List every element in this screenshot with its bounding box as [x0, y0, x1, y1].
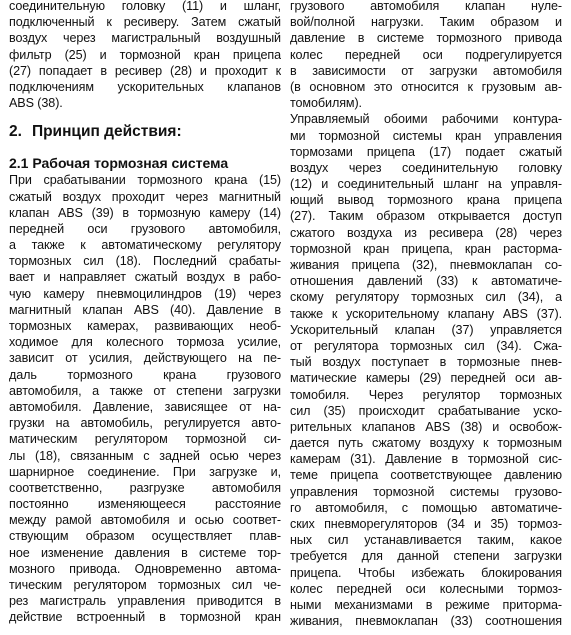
text-line: ходимое для колесного тормоза усилие,: [9, 335, 281, 350]
text-line: дается путь сжатому воздуху к тормозным: [290, 436, 562, 451]
text-line: Ускорительный клапан (37) управляется: [290, 322, 562, 337]
text-line: автомобиля, а также от степени загрузки: [9, 383, 281, 398]
text-line: теме прицепа соответствующее давлению: [290, 468, 562, 483]
text-line: воздух через магистральный воздушный: [9, 31, 281, 46]
right-column: [290, 0, 562, 629]
text-line: также к ускорительному клапану ABS (37).: [290, 306, 562, 321]
text-line: томобилям).: [290, 96, 362, 111]
text-line: в зависимости от загрузки автомобиля: [290, 63, 562, 78]
text-line: лы (18), связанным с задней осью через: [9, 448, 281, 463]
text-line: передней оси грузового автомобиля,: [9, 221, 281, 236]
text-line: автомобиля. Давление, зависящее от на-: [9, 399, 281, 414]
text-line: ми тормозной системы кран управления: [290, 128, 562, 143]
text-line: (27) попадает в ресивер (28) и проходит к: [9, 63, 281, 78]
text-line: живания, пневмоклапан (33) соотношения: [290, 614, 562, 629]
text-line: даль тормозного крана грузового: [9, 367, 281, 382]
text-line: подключенный к ресиверу. Затем сжатый: [9, 15, 281, 30]
text-line: тормозных сил (18). Последний срабаты-: [9, 254, 281, 269]
text-line: магнитный клапан ABS (40). Давление в: [9, 302, 281, 317]
text-line: тормозной кран прицепа, кран расторма-: [290, 241, 562, 256]
text-line: колес передней оси колесными тормоз-: [290, 581, 562, 596]
text-line: живания прицепа (32), пневмоклапан со-: [290, 258, 562, 272]
text-line: зависит от усилия, действующего на пе-: [9, 351, 281, 366]
text-line: (27). Таким образом открывается доступ: [290, 209, 562, 224]
text-line: го автомобиля, с помощью автоматиче-: [290, 500, 562, 515]
text-line: чую камеру пневмоцилиндров (19) через: [9, 286, 281, 301]
text-line: тормозных камерах, развивающих необ-: [9, 319, 281, 333]
text-line: Управляемый обоими рабочими контура-: [290, 112, 562, 127]
text-line: тическим регулятором тормозных сил че-: [9, 578, 281, 592]
text-line: требуется для данной степени загрузки: [290, 549, 562, 564]
text-line: отношения давлений (33) к автоматиче-: [290, 274, 562, 289]
intro-paragraph: [9, 0, 281, 111]
text-line: ными механизмами в режиме притормa-: [290, 597, 562, 612]
subsection-heading: 2.1 Рабочая тормозная система: [9, 155, 229, 172]
text-line: клапан ABS (39) в тормозную камеру (14): [9, 205, 281, 220]
text-line: действие встроенный в тормозной кран: [9, 610, 281, 625]
text-line: прицепа. Чтобы избежать блокирования: [290, 565, 562, 580]
text-line: грузки на автомобиль, регулируется авто-: [9, 416, 281, 431]
text-line: (12) и соединительный шланг на управля-: [290, 177, 562, 192]
text-line: ное изменение давления в системе тор-: [9, 545, 281, 560]
text-line: камерам (31). Давление в тормозной сис-: [290, 452, 562, 467]
text-line: подключениям ускорительных клапанов: [9, 79, 281, 94]
text-line: от регулятора тормозных сил (34). Сжа-: [290, 338, 562, 353]
text-line: рез магистраль управления приводится в: [9, 594, 281, 609]
text-line: рительных клапанов ABS (38) и освобож-: [290, 419, 562, 434]
text-line: скому регулятору тормозных сил (34), а: [290, 290, 562, 305]
text-line: грузового автомобиля клапан нуле-: [290, 0, 562, 13]
text-line: соответственно, разгрузке автомобиля: [9, 480, 281, 495]
text-line: давление в системе тормозного привода: [290, 31, 562, 46]
text-line: ных сил устанавливается таким, какое: [290, 533, 562, 548]
text-line: (в основном это относится к грузовым ав-: [290, 79, 562, 94]
text-line: ских пневморегуляторов (34 и 35) тормоз-: [290, 517, 562, 531]
left-column: [9, 0, 281, 626]
text-line: колес передней оси подрегулируется: [290, 47, 562, 62]
text-line: матические камеры (29) передней оси ав-: [290, 371, 562, 386]
text-line: сжатый воздух проходит через магнитный: [9, 189, 281, 204]
text-line: вой/полной нагрузки. Таким образом и: [290, 15, 562, 30]
text-line: мозного привода. Одновременно автома-: [9, 561, 281, 576]
text-line: матическим регулятором тормозной си-: [9, 432, 281, 447]
text-line: ющий вывод тормозного крана прицепа: [290, 193, 562, 208]
text-line: тормозами прицепа (17) подает сжатый: [290, 144, 562, 159]
text-line: При срабатывании тормозного крана (15): [9, 173, 281, 188]
body-paragraph: [9, 172, 281, 625]
text-line: сил (35) происходит срабатывание уско-: [290, 403, 562, 418]
text-line: шарнирное соединение. При загрузке и,: [9, 464, 281, 479]
text-line: между рамой автомобиля и осью соответ-: [9, 513, 281, 528]
text-line: сжатого воздуха из ресивера (28) через: [290, 225, 562, 240]
text-line: томобиля. Через регулятор тормозных: [290, 387, 562, 402]
section-number: 2.: [9, 123, 22, 141]
text-line: ABS (38).: [9, 96, 63, 111]
text-line: воздух через соединительную головку: [290, 160, 562, 175]
text-line: постоянно изменяющееся расстояние: [9, 497, 281, 512]
section-title: Принцип действия:: [31, 123, 182, 141]
section-heading: [9, 119, 281, 145]
text-line: соединительную головку (11) и шланг,: [9, 0, 281, 13]
text-line: фильтр (25) и тормозной кран прицепа: [9, 47, 281, 62]
text-line: вает и направляет сжатый воздух в рабо-: [9, 270, 281, 285]
text-line: тый воздух поступает в тормозные пнев-: [290, 355, 562, 370]
text-line: ствующим образом осуществляет плав-: [9, 529, 281, 544]
text-line: управления тормозной системы грузово-: [290, 484, 562, 499]
text-line: а также к автоматическому регулятору: [9, 238, 281, 253]
